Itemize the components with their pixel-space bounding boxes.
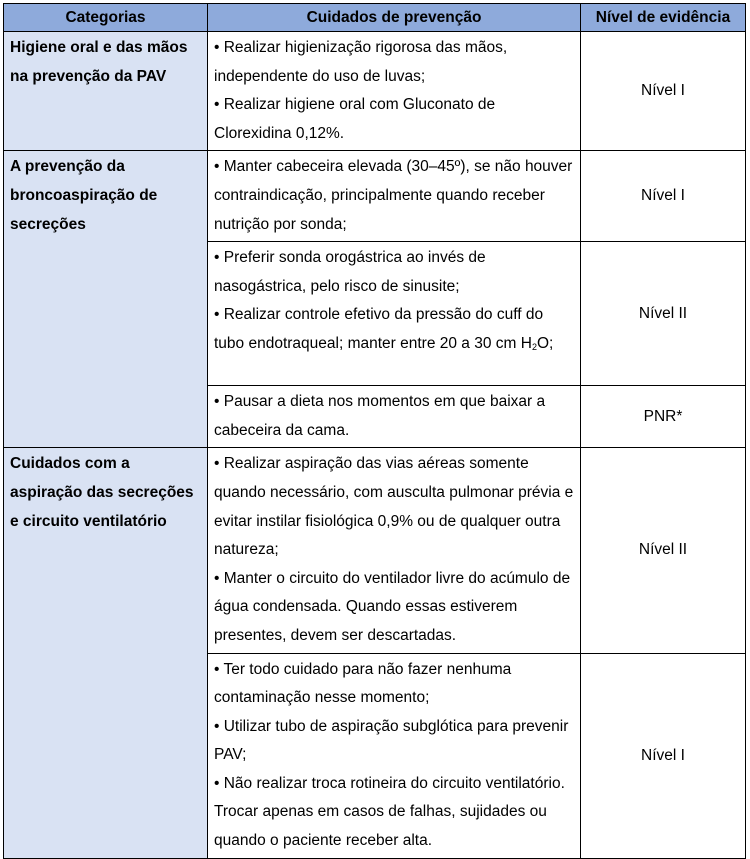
care-cell xyxy=(208,242,581,386)
table-row xyxy=(4,448,746,653)
care-item: • Não realizar troca rotineira do circuito ventilatório. Trocar apenas em casos de falhas, sujidades ou quando o paciente receber alta. xyxy=(214,774,565,850)
care-item: • Utilizar tubo de aspiração subglótica para prevenir PAV; xyxy=(214,717,569,764)
care-item xyxy=(214,301,574,358)
prevention-care-table xyxy=(3,3,746,859)
header-categories: Categorias xyxy=(4,4,208,32)
care-cell xyxy=(208,386,581,448)
evidence-level-cell: Nível I xyxy=(581,32,746,151)
table-header-row xyxy=(4,4,746,32)
category-cell: Cuidados com a aspiração das secreções e circuito ventilatório xyxy=(4,448,208,858)
care-cell xyxy=(208,151,581,242)
care-item: • Preferir sonda orogástrica ao invés de nasogástrica, pelo risco de sinusite; xyxy=(214,249,486,295)
category-cell: Higiene oral e das mãos na prevenção da PAV xyxy=(4,32,208,151)
care-item: • Manter o circuito do ventilador livre do acúmulo de água condensada. Quando essas estiverem presentes, devem ser descartadas. xyxy=(214,569,571,644)
evidence-level-cell: Nível I xyxy=(581,653,746,858)
table-row xyxy=(4,151,746,242)
care-cell xyxy=(208,32,581,151)
care-item-text: • Realizar controle efetivo da pressão do cuff do tubo endotraqueal; manter entre 20 a 30 cm H xyxy=(214,306,544,352)
evidence-level-cell: Nível II xyxy=(581,242,746,386)
care-item: • Realizar higiene oral com Gluconato de Clorexidina 0,12%. xyxy=(214,96,496,142)
care-cell xyxy=(208,653,581,858)
care-item: • Realizar aspiração das vias aéreas somente quando necessário, com ausculta pulmonar prévia e evitar instilar fisiológica 0,9% ou de qualquer outra natureza; xyxy=(214,455,574,559)
care-item-text-end: O; xyxy=(536,334,554,352)
evidence-level-cell: Nível II xyxy=(581,448,746,653)
care-item: • Pausar a dieta nos momentos em que baixar a cabeceira da cama. xyxy=(214,393,546,439)
table-row xyxy=(4,32,746,151)
care-item: • Manter cabeceira elevada (30–45º), se não houver contraindicação, principalmente quando receber nutrição por sonda; xyxy=(214,158,573,233)
care-item: • Realizar higienização rigorosa das mãos, independente do uso de luvas; xyxy=(214,39,508,85)
header-evidence-level: Nível de evidência xyxy=(581,4,746,32)
category-cell: A prevenção da broncoaspiração de secreções xyxy=(4,151,208,448)
care-item: • Ter todo cuidado para não fazer nenhuma contaminação nesse momento; xyxy=(214,660,512,707)
care-cell xyxy=(208,448,581,653)
subscript-2: 2 xyxy=(531,341,537,352)
evidence-level-cell: PNR* xyxy=(581,386,746,448)
evidence-level-cell: Nível I xyxy=(581,151,746,242)
header-prevention-care: Cuidados de prevenção xyxy=(208,4,581,32)
